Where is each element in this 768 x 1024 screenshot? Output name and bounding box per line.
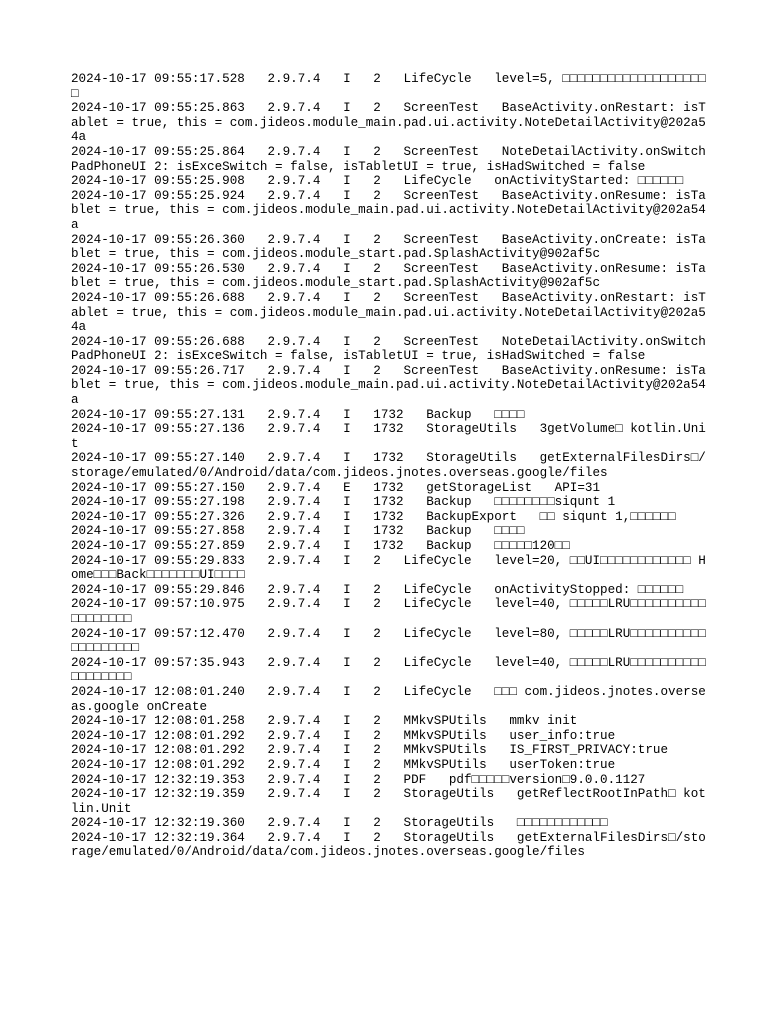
log-entry: 2024-10-17 09:55:26.360 2.9.7.4 I 2 ScreenTest BaseActivity.onCreate: isTablet = true, this = com.jideos.module_start.pad.SplashActivity@902af5c bbox=[71, 232, 706, 262]
log-entry: 2024-10-17 09:55:27.150 2.9.7.4 E 1732 getStorageList API=31 bbox=[71, 480, 601, 495]
log-entry: 2024-10-17 12:32:19.360 2.9.7.4 I 2 StorageUtils □□□□□□□□□□□□ bbox=[71, 816, 608, 831]
log-entry: 2024-10-17 09:57:35.943 2.9.7.4 I 2 LifeCycle level=40, □□□□□LRU□□□□□□□□□□□□□□□□□□ bbox=[71, 655, 706, 685]
log-entry: 2024-10-17 09:55:27.326 2.9.7.4 I 1732 BackupExport □□ siqunt 1,□□□□□□ bbox=[71, 509, 676, 524]
log-entry: 2024-10-17 09:55:29.846 2.9.7.4 I 2 LifeCycle onActivityStopped: □□□□□□ bbox=[71, 582, 684, 597]
log-entry: 2024-10-17 12:32:19.364 2.9.7.4 I 2 StorageUtils getExternalFilesDirs□/storage/emulated/0/Android/data/com.jideos.jnotes.overseas.google/files bbox=[71, 830, 706, 860]
log-entry: 2024-10-17 09:55:27.198 2.9.7.4 I 1732 Backup □□□□□□□□siqunt 1 bbox=[71, 495, 616, 510]
log-entry: 2024-10-17 12:32:19.353 2.9.7.4 I 2 PDF pdf□□□□□version□9.0.0.1127 bbox=[71, 772, 646, 787]
log-entry: 2024-10-17 09:55:26.530 2.9.7.4 I 2 ScreenTest BaseActivity.onResume: isTablet = true, this = com.jideos.module_start.pad.SplashActivity@902af5c bbox=[71, 261, 706, 291]
log-entry: 2024-10-17 09:55:27.131 2.9.7.4 I 1732 Backup □□□□ bbox=[71, 407, 525, 422]
log-entry: 2024-10-17 09:55:26.688 2.9.7.4 I 2 ScreenTest BaseActivity.onRestart: isTablet = true, this = com.jideos.module_main.pad.ui.activity.NoteDetailActivity@202a54a bbox=[71, 290, 706, 335]
log-entry: 2024-10-17 12:08:01.292 2.9.7.4 I 2 MMkvSPUtils userToken:true bbox=[71, 757, 616, 772]
log-entry: 2024-10-17 09:55:25.863 2.9.7.4 I 2 ScreenTest BaseActivity.onRestart: isTablet = true, this = com.jideos.module_main.pad.ui.activity.NoteDetailActivity@202a54a bbox=[71, 101, 706, 145]
log-entry: 2024-10-17 12:32:19.359 2.9.7.4 I 2 StorageUtils getReflectRootInPath□ kotlin.Unit bbox=[71, 787, 706, 816]
log-entry: 2024-10-17 12:08:01.292 2.9.7.4 I 2 MMkvSPUtils user_info:true bbox=[71, 728, 616, 743]
log-entry: 2024-10-17 09:55:26.717 2.9.7.4 I 2 ScreenTest BaseActivity.onResume: isTablet = true, this = com.jideos.module_main.pad.ui.activity.NoteDetailActivity@202a54a bbox=[71, 363, 706, 408]
log-entry: 2024-10-17 12:08:01.292 2.9.7.4 I 2 MMkvSPUtils IS_FIRST_PRIVACY:true bbox=[71, 743, 669, 758]
log-entry: 2024-10-17 09:55:25.864 2.9.7.4 I 2 ScreenTest NoteDetailActivity.onSwitchPadPhoneUI 2: isExceSwitch = false, isTabletUI = true, isHadSwitched = false bbox=[71, 144, 706, 174]
log-entry: 2024-10-17 09:55:26.688 2.9.7.4 I 2 ScreenTest NoteDetailActivity.onSwitchPadPhoneUI 2: isExceSwitch = false, isTabletUI = true, isHadSwitched = false bbox=[71, 334, 706, 364]
log-entry: 2024-10-17 09:55:27.136 2.9.7.4 I 1732 StorageUtils 3getVolume□ kotlin.Unit bbox=[71, 422, 706, 451]
log-entry: 2024-10-17 12:08:01.240 2.9.7.4 I 2 LifeCycle □□□ com.jideos.jnotes.overseas.google onCreate bbox=[71, 684, 706, 714]
log-entry: 2024-10-17 09:55:27.859 2.9.7.4 I 1732 Backup □□□□□120□□ bbox=[71, 539, 570, 553]
log-entry: 2024-10-17 09:55:27.858 2.9.7.4 I 1732 Backup □□□□ bbox=[71, 524, 525, 539]
log-entry: 2024-10-17 09:55:29.833 2.9.7.4 I 2 LifeCycle level=20, □□UI□□□□□□□□□□□□ Home□□□Back□□□□□□□UI□□□□ bbox=[71, 553, 706, 583]
log-entry: 2024-10-17 09:57:12.470 2.9.7.4 I 2 LifeCycle level=80, □□□□□LRU□□□□□□□□□□□□□□□□□□□ bbox=[71, 626, 706, 656]
log-viewer bbox=[71, 72, 711, 860]
log-entry: 2024-10-17 12:08:01.258 2.9.7.4 I 2 MMkvSPUtils mmkv init bbox=[71, 714, 578, 729]
log-entry: 2024-10-17 09:55:25.924 2.9.7.4 I 2 ScreenTest BaseActivity.onResume: isTablet = true, this = com.jideos.module_main.pad.ui.activity.NoteDetailActivity@202a54a bbox=[71, 188, 706, 232]
log-entry: 2024-10-17 09:55:25.908 2.9.7.4 I 2 LifeCycle onActivityStarted: □□□□□□ bbox=[71, 174, 684, 189]
log-entry: 2024-10-17 09:57:10.975 2.9.7.4 I 2 LifeCycle level=40, □□□□□LRU□□□□□□□□□□□□□□□□□□ bbox=[71, 597, 706, 626]
log-entry: 2024-10-17 09:55:27.140 2.9.7.4 I 1732 StorageUtils getExternalFilesDirs□/storage/emulated/0/Android/data/com.jideos.jnotes.overseas.google/files bbox=[71, 451, 706, 481]
log-entry: 2024-10-17 09:55:17.528 2.9.7.4 I 2 LifeCycle level=5, □□□□□□□□□□□□□□□□□□□□ bbox=[71, 72, 706, 101]
